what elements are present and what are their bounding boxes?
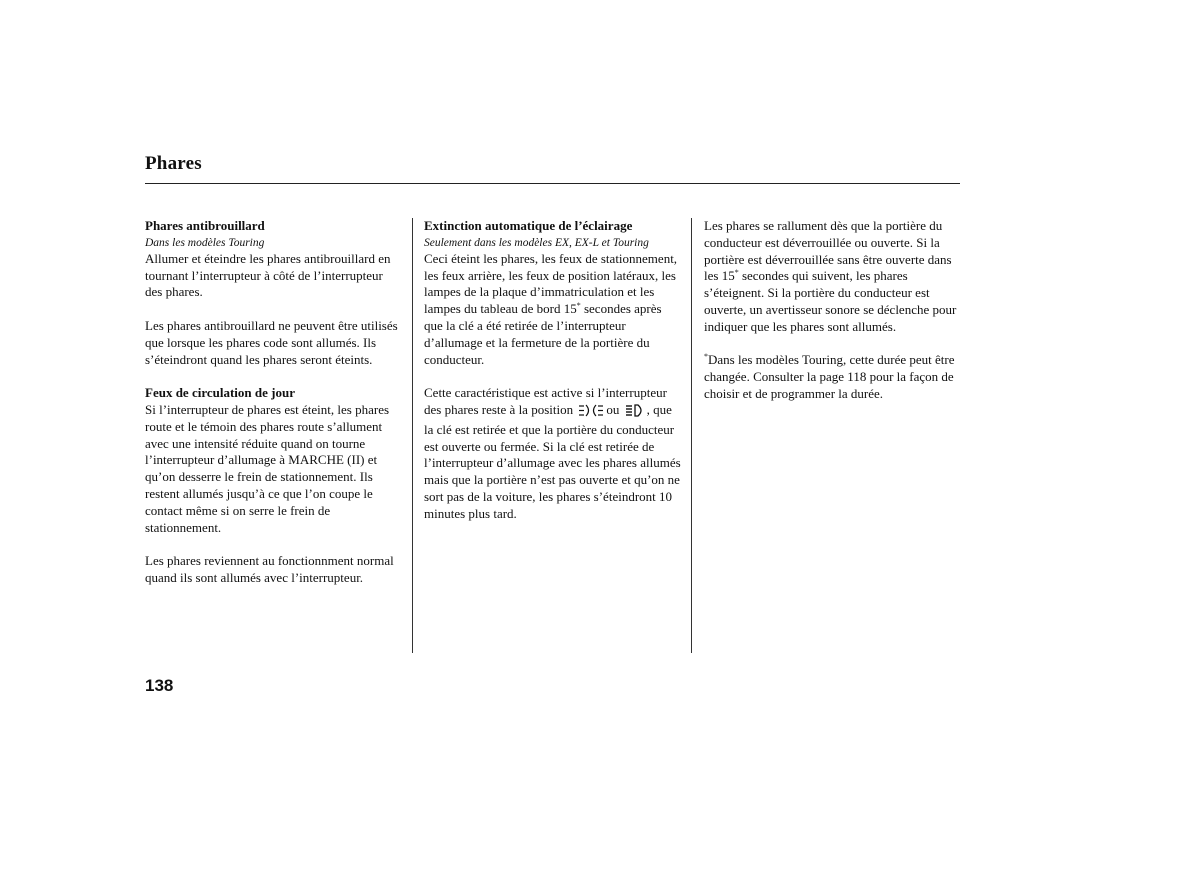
fog-lights-paragraph-2: Les phares antibrouillard ne peuvent être utilisés que lorsque les phares code sont allumés. Ils s’éteindront quand les phares seront éteints.	[145, 317, 398, 367]
column-1	[145, 218, 403, 587]
title-divider	[145, 183, 960, 184]
headlight-icon	[625, 404, 645, 422]
parking-lights-icon	[578, 404, 604, 422]
column-divider-2	[691, 218, 692, 653]
drl-paragraph-2: Les phares reviennent au fonctionnment normal quand ils sont allumés avec l’interrupteur.	[145, 553, 394, 585]
relight-paragraph: Les phares se rallument dès que la portière du conducteur est déverrouillée ou ouverte. Si la portière est déverrouillée sans être ouverte dans les 15* secondes qui suivent, les phares s’éteignent. Si la portière du conducteur est ouverte, un avertisseur sonore se déclenche pour indiquer que les phares sont allumés.	[704, 218, 957, 334]
column-3	[704, 218, 962, 403]
auto-off-paragraph-1: Ceci éteint les phares, les feux de stationnement, les feux arrière, les feux de position latéraux, les lampes de la plaque d’immatriculation et les lampes du tableau de bord 15* secondes après que la clé a été retirée de l’interrupteur d’allumage et la fermeture de la portière du conducteur.	[424, 250, 678, 367]
auto-off-subtitle: Seulement dans les modèles EX, EX-L et Touring	[424, 236, 649, 249]
or-word: ou	[606, 401, 620, 417]
auto-off-paragraph-2: Cette caractéristique est active si l’interrupteur des phares reste à la position ou , que la clé est retirée et que la portière du conducteur est ouverte ou fermée. Si la clé est retirée de l’interrupteur d’allumage avec les phares allumés mais que la portière n’est pas ouverte et qu’on ne sort pas de la voiture, les phares s’éteindront 10 minutes plus tard.	[424, 385, 681, 521]
fog-lights-paragraph-1: Allumer et éteindre les phares antibrouillard en tournant l’interrupteur à côté de l’interrupteur des phares.	[145, 250, 391, 300]
fog-lights-subtitle: Dans les modèles Touring	[145, 236, 265, 249]
footnote: *Dans les modèles Touring, cette durée peut être changée. Consulter la page 118 pour la façon de choisir et de programmer la durée.	[704, 352, 955, 401]
column-divider-1	[412, 218, 413, 653]
fog-lights-heading: Phares antibrouillard	[145, 218, 265, 233]
drl-paragraph-1: Si l’interrupteur de phares est éteint, les phares route et le témoin des phares route s’allument avec une intensité réduite quand on tourne l’interrupteur d’allumage à MARCHE (II) et qu’on desserre le frein de stationnement. Ils restent allumés jusqu’à ce que l’on coupe le contact même si on serre le frein de stationnement.	[145, 401, 390, 535]
drl-heading: Feux de circulation de jour	[145, 385, 295, 401]
page-title: Phares	[145, 153, 202, 174]
page-number: 138	[145, 676, 174, 695]
auto-off-heading: Extinction automatique de l’éclairage	[424, 218, 633, 233]
column-2	[424, 218, 682, 523]
